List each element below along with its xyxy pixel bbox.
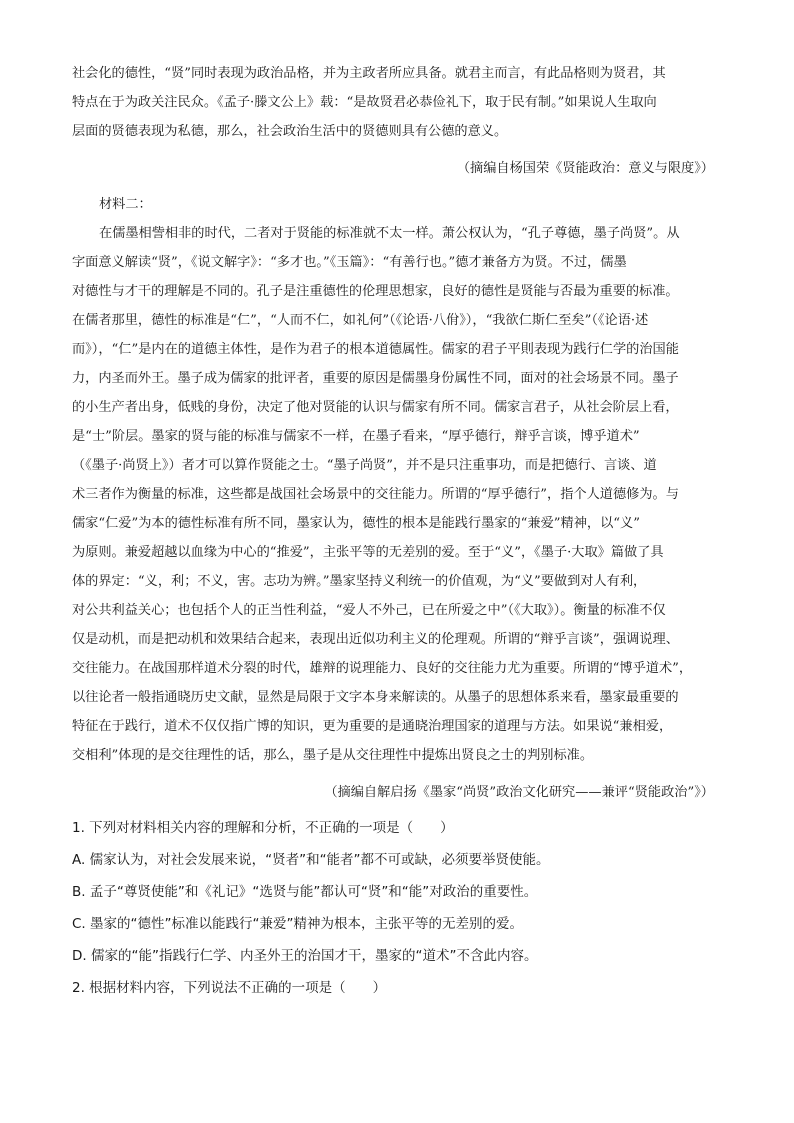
- paragraph-line: 特点在于为政关注民众。《孟子·滕文公上》载：“是故贤君必恭俭礼下，取于民有制。”如果说人生取向: [72, 95, 657, 110]
- question-stem: 2. 根据材料内容，下列说法不正确的一项是（ ）: [72, 980, 387, 996]
- paragraph-line: 在儒墨相訾相非的时代，二者对于贤能的标准就不太一样。萧公权认为，“孔子尊德，墨子尚贤”。从: [99, 226, 680, 241]
- source-citation: （摘编自解启扬《墨家“尚贤”政治文化研究——兼评“贤能政治”》）: [324, 785, 714, 800]
- paragraph-line: 术三者作为衡量的标准，这些都是战国社会场景中的交往能力。所谓的“厚乎德行”，指个人道德修为。与: [72, 487, 679, 502]
- paragraph-line: 而》），“仁”是内在的道德主体性，是作为君子的根本道德属性。儒家的君子平則表现为践行仁学的治国能: [72, 342, 679, 357]
- answer-option-b: B. 孟子“尊贤使能”和《礼记》“选贤与能”都认可“贤”和“能”对政治的重要性。: [72, 884, 538, 900]
- paragraph-line: 力，内圣而外王。墨子成为儒家的批评者，重要的原因是儒墨身份属性不同，面对的社会场景不同。墨子: [72, 371, 679, 386]
- material-heading: 材料二：: [99, 197, 152, 212]
- paragraph-line: 特征在于践行，道术不仅仅指广博的知识，更为重要的是通晓治理国家的道理与方法。如果说“兼相爱，: [72, 719, 673, 734]
- paragraph-line: （《墨子·尚贤上》）者才可以算作贤能之士。“墨子尚贤”，并不是只注重事功，而是把德行、言谈、道: [72, 458, 657, 473]
- paragraph-line: 以往论者一般指通晓历史文献，显然是局限于文字本身来解读的。从墨子的思想体系来看，墨家最重要的: [72, 690, 679, 705]
- paragraph-line: 为原则。兼爱超越以血缘为中心的“推爱”，主张平等的无差别的爱。至于“义”，《墨子·大取》篇做了具: [72, 545, 664, 560]
- answer-option-c: C. 墨家的“德性”标准以能践行“兼爱”精神为根本，主张平等的无差别的爱。: [72, 916, 523, 932]
- source-citation: （摘编自杨国荣《贤能政治：意义与限度》）: [456, 161, 714, 176]
- paragraph-line: 对德性与才干的理解是不同的。孔子是注重德性的伦理思想家，良好的德性是贤能与否最为重要的标准。: [72, 284, 679, 299]
- paragraph-line: 对公共利益关心；也包括个人的正当性利益，“爱人不外己，已在所爱之中”（《大取》）。衡量的标准不仅: [72, 603, 666, 618]
- paragraph-line: 儒家“仁爱”为本的德性标准有所不同，墨家认为，德性的根本是能践行墨家的“兼爱”精神，以“义”: [72, 516, 640, 531]
- paragraph-line: 体的界定：“义，利；不义，害。志功为辨。”墨家坚持义利统一的价值观，为“义”要做到对人有利，: [72, 574, 647, 589]
- paragraph-line: 仅是动机，而是把动机和效果结合起来，表现出近似功利主义的伦理观。所谓的“辩乎言谈”，强调说理、: [72, 632, 679, 647]
- paragraph-line: 层面的贤德表现为私德，那么，社会政治生活中的贤德则具有公德的意义。: [72, 124, 508, 139]
- answer-option-d: D. 儒家的“能”指践行仁学、内圣外王的治国才干，墨家的“道术”不含此内容。: [72, 948, 538, 964]
- answer-option-a: A. 儒家认为，对社会发展来说，“贤者”和“能者”都不可或缺，必须要举贤使能。: [72, 852, 550, 868]
- question-stem: 1. 下列对材料相关内容的理解和分析，不正确的一项是（ ）: [72, 820, 454, 836]
- paragraph-line: 社会化的德性，“贤”同时表现为政治品格，并为主政者所应具备。就君主而言，有此品格则为贤君，其: [72, 66, 666, 81]
- paragraph-line: 交往能力。在战国那样道术分裂的时代，雄辩的说理能力、良好的交往能力尤为重要。所谓的“博乎道术”，: [72, 661, 693, 676]
- paragraph-line: 的小生产者出身，低贱的身份，决定了他对贤能的认识与儒家有所不同。儒家言君子，从社会阶层上看，: [72, 400, 679, 415]
- paragraph-line: 是“士”阶层。墨家的贤与能的标准与儒家不一样，在墨子看来，“厚乎德行，辩乎言谈，博乎道术”: [72, 429, 640, 444]
- paragraph-line: 在儒者那里，德性的标准是“仁”，“人而不仁，如礼何”（《论语·八佾》），“我欲仁斯仁至矣”（《论语·述: [72, 313, 649, 328]
- paragraph-line: 交相利”体现的是交往理性的话，那么，墨子是从交往理性中提炼出贤良之士的判别标准。: [72, 748, 594, 763]
- paragraph-line: 字面意义解读“贤”，《说文解字》：“多才也。”《玉篇》：“有善行也。”德才兼备方为贤。不过，儒墨: [72, 255, 627, 270]
